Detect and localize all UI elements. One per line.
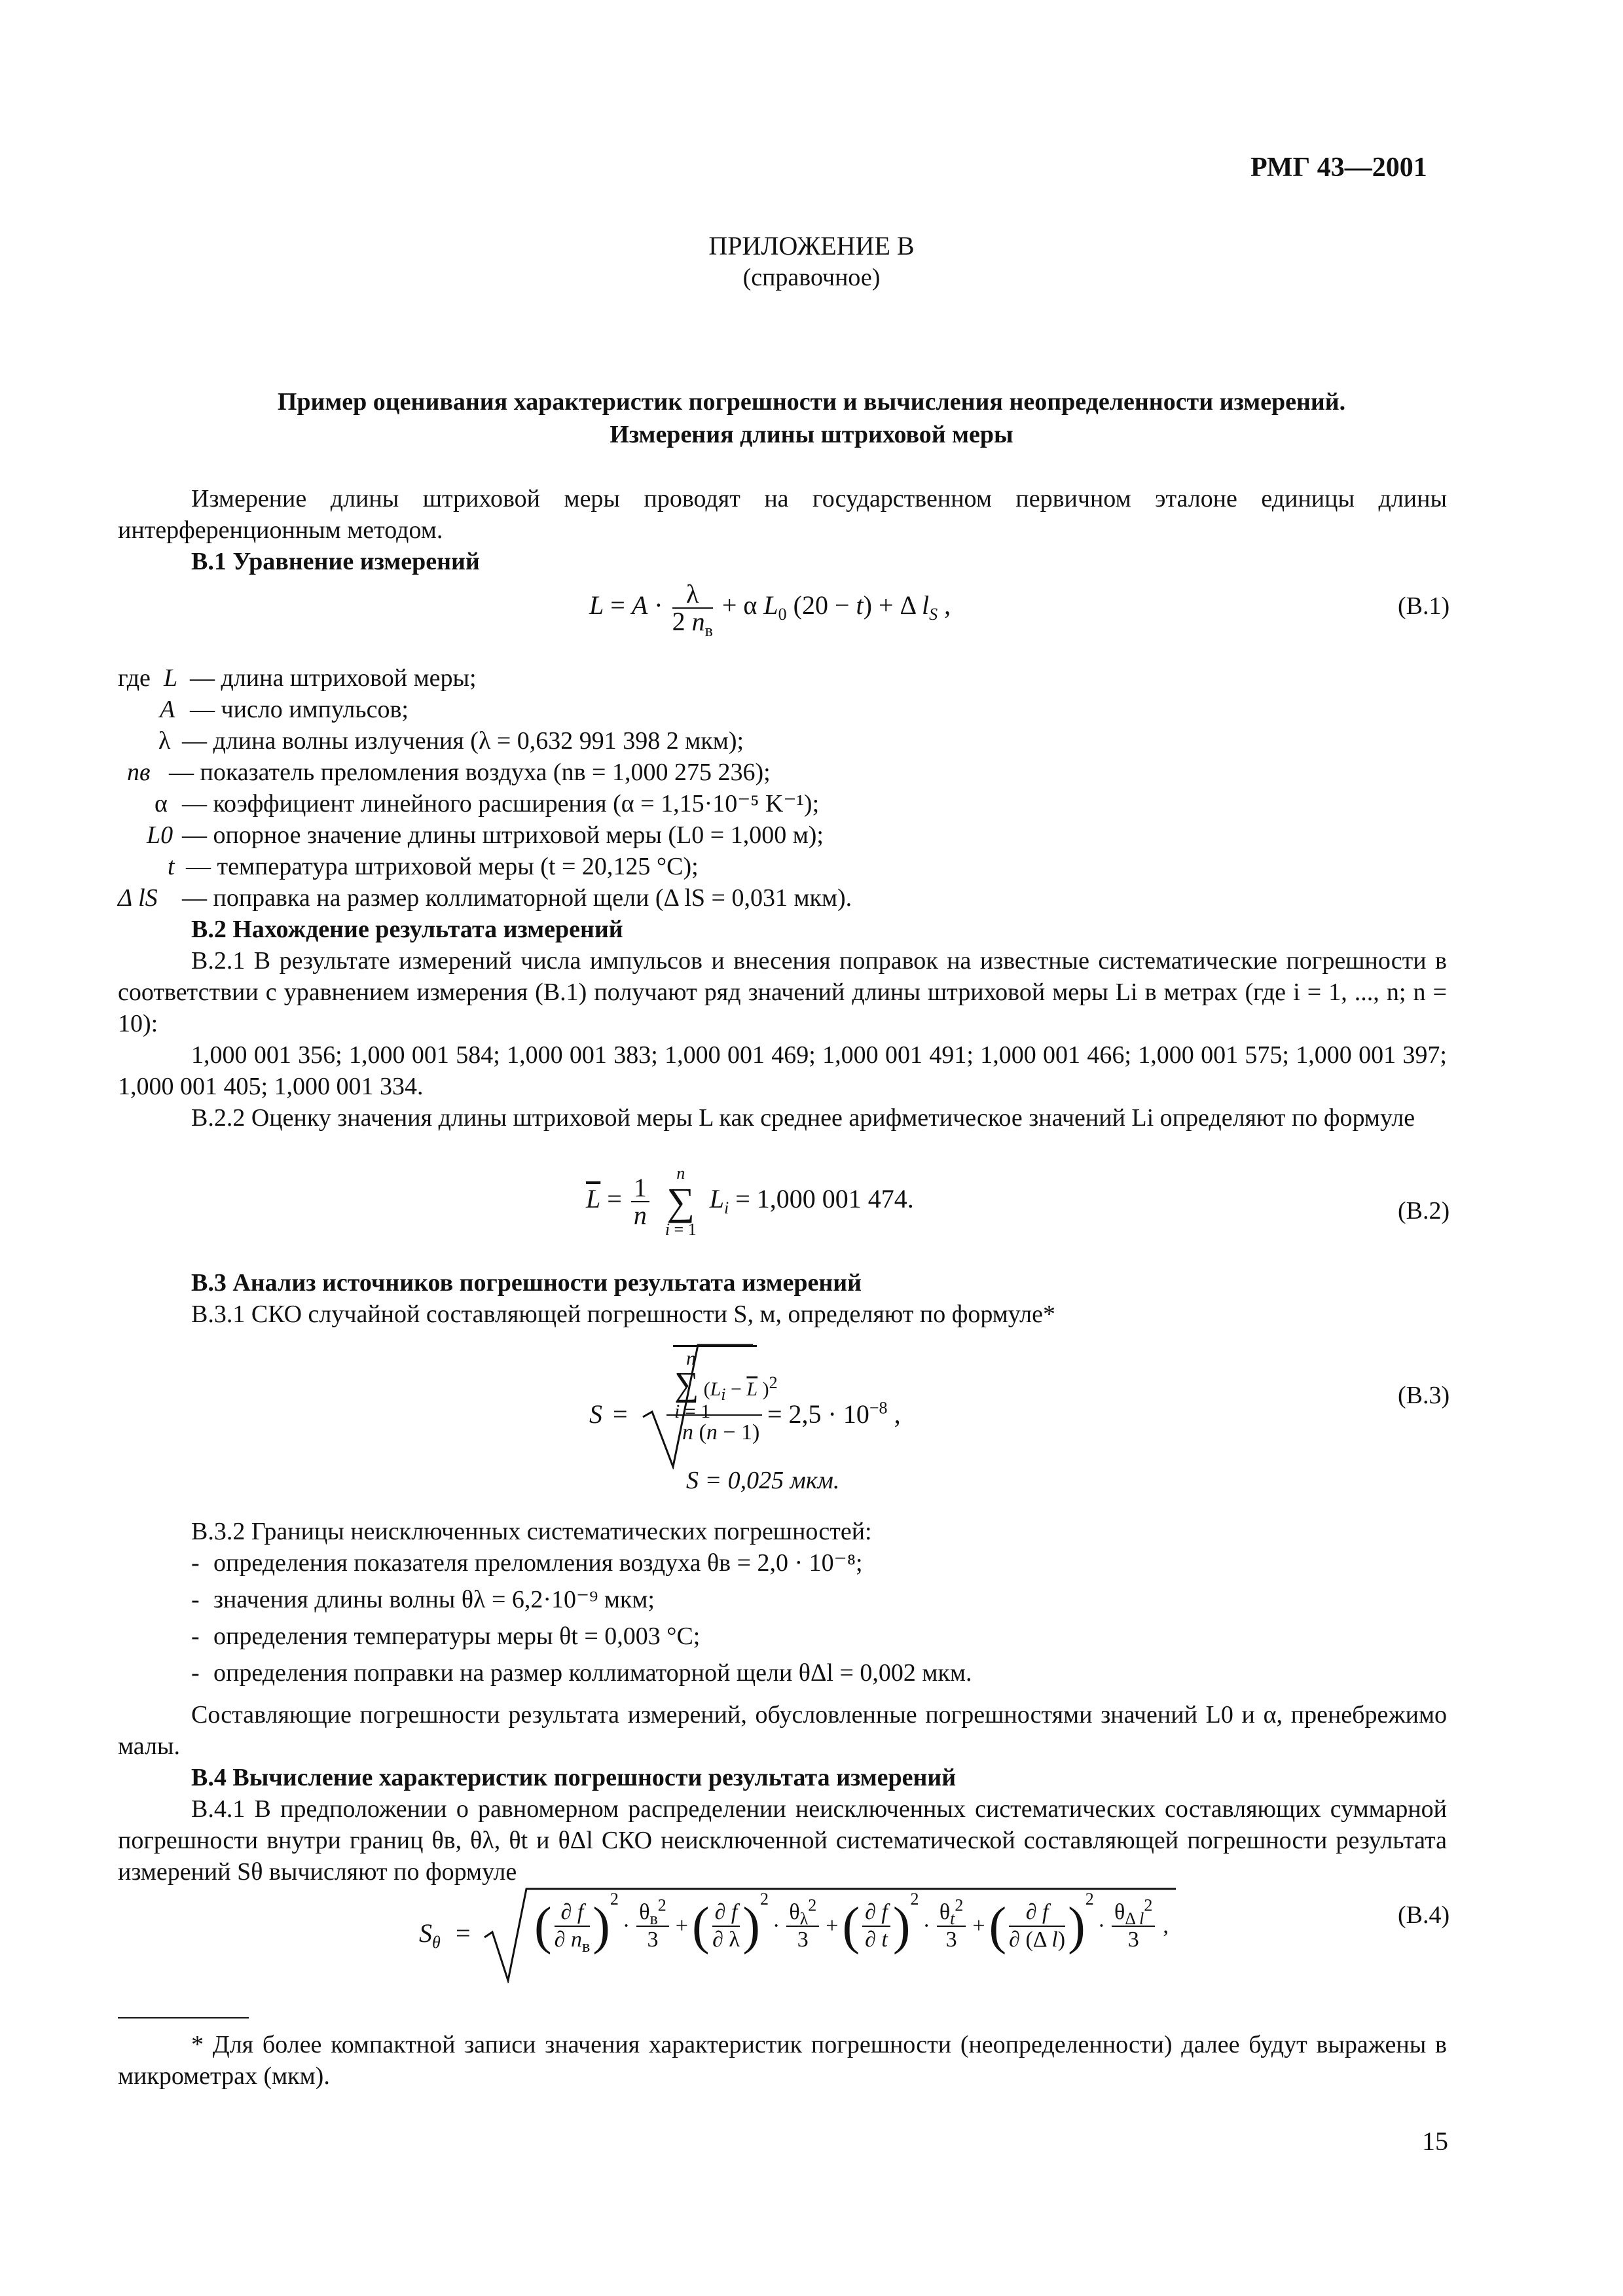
footnote: * Для более компактной записи значения характеристик погрешности (неопределенности) далее будут выражены в микрометрах (мкм). [118, 2031, 1447, 2090]
heading-line-1: Пример оценивания характеристик погрешности и вычисления неопределенности измерений. [277, 388, 1346, 416]
legend-item [118, 757, 1447, 788]
legend-item [118, 819, 1447, 851]
legend-symbol: α [155, 790, 168, 817]
heading-line-2: Измерения длины штриховой меры [610, 421, 1013, 448]
paragraph-negligible: Составляющие погрешности результата измерений, обусловленные погрешностями значений L0 и α, пренебрежимо малы. [118, 1701, 1447, 1760]
legend-list [118, 662, 1447, 914]
legend-text: — поправка на размер коллиматорной щели (Δ lS = 0,031 мкм). [182, 884, 852, 912]
equation-b3-s-value: S = 0,025 мкм. [686, 1467, 840, 1494]
document-code: РМГ 43—2001 [1250, 152, 1427, 183]
list-item: - определения показателя преломления воздуха θв = 2,0 · 10⁻⁸; [191, 1549, 863, 1577]
list-item: - определения температуры меры θt = 0,003 °С; [191, 1623, 701, 1650]
legend-text: — коэффициент линейного расширения (α = 1,15·10⁻⁵ K⁻¹); [182, 790, 820, 817]
list-item: - определения поправки на размер коллиматорной щели θΔl = 0,002 мкм. [191, 1659, 972, 1687]
legend-item [118, 662, 1447, 694]
legend-text: — длина волны излучения (λ = 0,632 991 398 2 мкм); [182, 727, 744, 755]
appendix-subtitle: (справочное) [742, 264, 881, 291]
legend-item [118, 725, 1447, 757]
equation-b1: L = A · $\frac{\lambda}{2 n_в}$ + α $L_0$ (20 − t) + Δ $l_S$ , [589, 579, 951, 640]
equation-b1-number: (В.1) [1398, 592, 1450, 620]
equation-b2-number: (В.2) [1398, 1197, 1450, 1225]
page-number: 15 [1422, 2126, 1448, 2156]
section-b1-title: В.1 Уравнение измерений [191, 548, 480, 575]
legend-text: — число импульсов; [190, 696, 409, 723]
equation-b4-number: (В.4) [1398, 1901, 1450, 1929]
footnote-separator [118, 2017, 249, 2018]
legend-text: — температура штриховой меры (t = 20,125 °С); [186, 853, 699, 880]
intro-paragraph: Измерение длины штриховой меры проводят на государственном первичном эталоне единицы длины интерференционным методом. [118, 485, 1447, 544]
paragraph-b21: В.2.1 В результате измерений числа импульсов и внесения поправок на известные систематические погрешности в соответствии с уравнением измерения (В.1) получают ряд значений длины штриховой меры Li в метрах (где i = 1, ..., n; n = 10): [118, 947, 1447, 1037]
legend-text: — опорное значение длины штриховой меры (L0 = 1,000 м); [182, 821, 824, 849]
equation-b3: S = n ∑ ($L_i - \overline{L}$ )$^2$ i = 1 n (n − 1) = $2,5 \cdot 10^{-8}$ , [589, 1338, 1048, 1469]
equation-b2-result: = 1,000 001 474. [735, 1184, 914, 1214]
paragraph-b21-values: 1,000 001 356; 1,000 001 584; 1,000 001 383; 1,000 001 469; 1,000 001 491; 1,000 001 466; 1,000 001 575; 1,000 001 397; 1,000 001 405; 1,000 001 334. [118, 1041, 1447, 1100]
list-item: - значения длины волны θλ = 6,2·10⁻⁹ мкм; [191, 1586, 655, 1613]
legend-symbol: L [164, 664, 178, 692]
legend-text: — показатель преломления воздуха (nв = 1,000 275 236); [169, 759, 771, 786]
section-b2-title: В.2 Нахождение результата измерений [191, 916, 623, 943]
legend-symbol: t [168, 853, 175, 880]
equation-b4: $S_\theta$ = ( $\frac{\partial f}{\partial n_в}$ ) 2 · $\frac{\theta_в^2}{3}$ + ( $\frac{\partial f}{\partial \lambda}$ ) 2 · $\frac{\theta_\lambda^2}{3}$ + ( $\frac{\partial f}{\partial t}$ ) 2 · $\frac{\theta_t^2}{3}$ + ( $\frac{\partial f}{\text{∂ (Δ l)}}$ ) 2 · $\frac{\theta_{\Delta l}^2}{3}$ , [419, 1885, 1205, 1983]
legend-where: где [118, 664, 151, 692]
paragraph-b41: В.4.1 В предположении о равномерном распределении неисключенных систематических составляющих суммарной погрешности внутри границ θв, θλ, θt и θΔl СКО неисключенной систематической составляющей погрешности результата измерений Sθ вычисляют по формуле [118, 1795, 1447, 1886]
legend-symbol: A [160, 696, 175, 723]
list-b32 [191, 1547, 1435, 1694]
legend-item [118, 788, 1447, 819]
legend-symbol: L0 [147, 821, 173, 849]
legend-item [118, 851, 1447, 882]
paragraph-b22: В.2.2 Оценку значения длины штриховой меры L как среднее арифметическое значений Li определяют по формуле [191, 1104, 1415, 1132]
legend-symbol: λ [158, 727, 171, 755]
equation-b3-exp: −8 [869, 1398, 888, 1418]
legend-symbol: nв [127, 759, 151, 786]
section-b4-title: В.4 Вычисление характеристик погрешности результата измерений [191, 1764, 957, 1791]
equation-b3-number: (В.3) [1398, 1382, 1450, 1409]
legend-item [118, 694, 1447, 725]
section-b3-title: В.3 Анализ источников погрешности результата измерений [191, 1269, 862, 1297]
equation-b2: $\overline{L}$ = $\frac{1}{n}$ n ∑ i = 1 $L_i = 1,000$ 001 474. [586, 1164, 914, 1239]
legend-text: — длина штриховой меры; [190, 664, 477, 692]
paragraph-b31: В.3.1 СКО случайной составляющей погрешности S, м, определяют по формуле* [191, 1300, 1055, 1328]
legend-item [118, 882, 1447, 914]
paragraph-b32: В.3.2 Границы неисключенных систематических погрешностей: [191, 1518, 872, 1545]
legend-symbol: Δ lS [118, 884, 158, 912]
appendix-title: ПРИЛОЖЕНИЕ В [708, 231, 915, 260]
equation-b3-result: = 2,5 · 10 [767, 1399, 869, 1429]
